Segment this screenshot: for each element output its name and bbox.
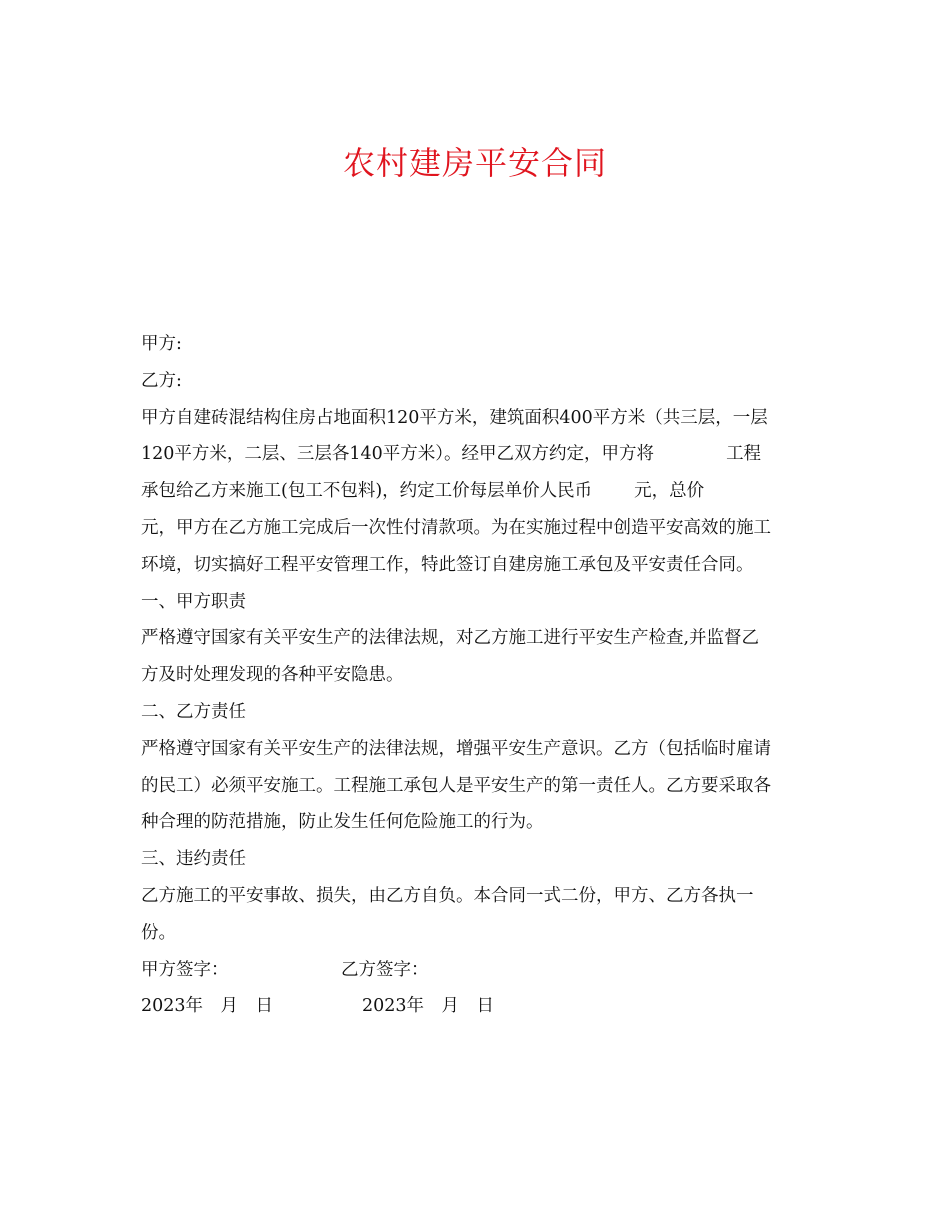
- intro-line-3-text: 承包给乙方来施工(包工不包料)，约定工价每层单价人民币: [141, 481, 593, 502]
- section-3-heading: 三、违约责任: [141, 849, 246, 870]
- intro-line-3: [141, 473, 811, 510]
- section-3-line-2: 份。: [141, 922, 176, 943]
- section-1-line-2: 方及时处理发现的各种平安隐患。: [141, 665, 404, 686]
- intro-line-2-end: 工程: [726, 444, 762, 465]
- section-1-heading: 一、甲方职责: [141, 591, 246, 612]
- intro-line-4: 元，甲方在乙方施工完成后一次性付清款项。为在实施过程中创造平安高效的施工: [141, 517, 771, 538]
- intro-line-2: [141, 436, 811, 473]
- intro-line-1: 甲方自建砖混结构住房占地面积120平方米，建筑面积400平方米（共三层，一层: [141, 407, 768, 428]
- party-a-signature-label: 甲方签字：: [141, 959, 229, 980]
- party-b-signature-label: 乙方签字：: [341, 959, 429, 980]
- section-1-line-1: 严格遵守国家有关平安生产的法律法规，对乙方施工进行平安生产检查,并监督乙: [141, 628, 760, 649]
- section-2-line-1: 严格遵守国家有关平安生产的法律法规，增强平安生产意识。乙方（包括临时雇请: [141, 738, 771, 759]
- intro-line-5: 环境，切实搞好工程平安管理工作，特此签订自建房施工承包及平安责任合同。: [141, 554, 754, 575]
- signature-row: [141, 952, 811, 989]
- date-row: [141, 988, 811, 1025]
- party-b-date: 2023年 月 日: [362, 996, 495, 1017]
- intro-line-2-text: 120平方米，二层、三层各140平方米）。经甲乙双方约定，甲方将: [141, 444, 655, 465]
- section-2-line-3: 种合理的防范措施，防止发生任何危险施工的行为。: [141, 812, 544, 833]
- document-title: 农村建房平安合同: [342, 144, 607, 182]
- section-3-line-1: 乙方施工的平安事故、损失，由乙方自负。本合同一式二份，甲方、乙方各执一: [141, 885, 754, 906]
- party-a-label: 甲方:: [141, 334, 182, 354]
- party-a-date: 2023年 月 日: [141, 996, 274, 1017]
- section-2-line-2: 的民工）必须平安施工。工程施工承包人是平安生产的第一责任人。乙方要采取各: [141, 775, 771, 796]
- party-b-label: 乙方:: [141, 370, 182, 391]
- document-body: [141, 326, 811, 1025]
- section-2-heading: 二、乙方责任: [141, 701, 246, 722]
- intro-line-3-end: 元，总价: [634, 481, 705, 502]
